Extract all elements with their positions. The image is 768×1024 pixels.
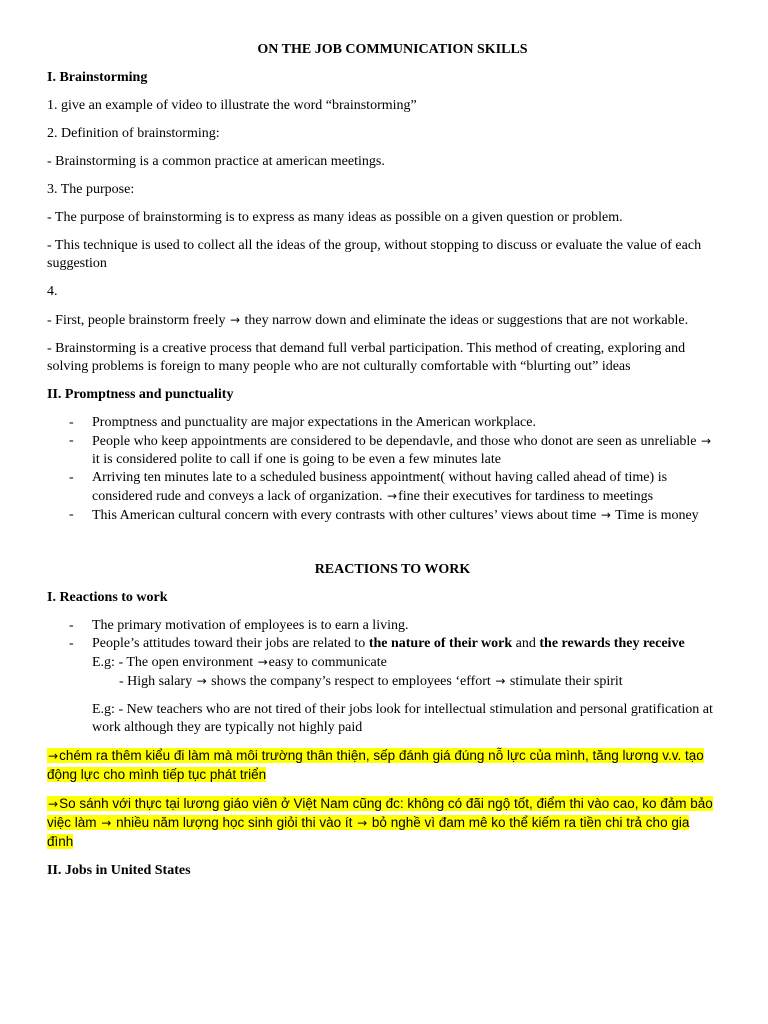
text-run: stimulate their spirit	[506, 674, 623, 689]
section-heading-reactions: I. Reactions to work	[47, 590, 168, 605]
text-run: it is considered polite to call if one is going to be even a few minutes late	[92, 452, 502, 467]
text-run: So sánh với thực tại lương giáo viên ở Việt Nam cũng đc: không có đãi ngộ tốt, điểm thi vào cao, ko đảm bảo việc làm	[47, 796, 713, 830]
paragraph: - Brainstorming is a common practice at american meetings.	[47, 154, 385, 169]
bullet-list	[47, 414, 718, 525]
bold-text: the rewards they receive	[539, 636, 685, 651]
bullet-list	[47, 617, 718, 653]
arrow-icon: →	[48, 797, 59, 811]
list-item	[47, 506, 718, 525]
text-run: This American cultural concern with every contrasts with other cultures’ views about time	[92, 508, 600, 523]
text-run: easy to communicate	[268, 655, 387, 670]
paragraph: 4.	[47, 284, 58, 299]
text-run: - High salary	[119, 674, 196, 689]
text-run: E.g: - The open environment	[92, 655, 257, 670]
example-line	[47, 653, 718, 672]
text-run: shows the company’s respect to employees ‘effort	[207, 674, 495, 689]
paragraph: 1. give an example of video to illustrate the word “brainstorming”	[47, 98, 417, 113]
list-item: - Promptness and punctuality are major expectations in the American workplace.	[47, 414, 718, 432]
arrow-icon: →	[101, 816, 112, 830]
section-heading-brainstorming: I. Brainstorming	[47, 70, 148, 85]
paragraph	[47, 311, 718, 330]
bold-text: the nature of their work	[368, 636, 513, 651]
highlighted-note	[47, 747, 718, 785]
arrow-icon: →	[495, 674, 506, 688]
paragraph: - Brainstorming is a creative process that demand full verbal participation. This method of creating, exploring and solving problems is foreign to many people who are not culturally comfortable with “blurting out” ideas	[47, 341, 686, 374]
paragraph: - The purpose of brainstorming is to express as many ideas as possible on a given question or problem.	[47, 210, 623, 225]
list-item	[47, 469, 718, 506]
text-run: and	[512, 636, 540, 651]
text-run: - First, people brainstorm freely	[47, 313, 229, 328]
arrow-icon: →	[357, 816, 368, 830]
example-paragraph: E.g: - New teachers who are not tired of their jobs look for intellectual stimulation and personal gratification at work although they are typically not highly paid	[92, 702, 713, 735]
section-title-reactions: REACTIONS TO WORK	[314, 562, 471, 577]
paragraph: - This technique is used to collect all the ideas of the group, without stopping to discuss or evaluate the value of each suggestion	[47, 238, 702, 271]
arrow-icon: →	[387, 489, 398, 503]
text-run: they narrow down and eliminate the ideas or suggestions that are not workable.	[241, 313, 689, 328]
text-run: Time is money	[611, 508, 699, 523]
section-heading-promptness: II. Promptness and punctuality	[47, 387, 234, 402]
arrow-icon: →	[701, 434, 712, 448]
arrow-icon: →	[196, 674, 207, 688]
example-line	[47, 672, 718, 691]
arrow-icon: →	[600, 508, 611, 522]
text-run: chém ra thêm kiểu đi làm mà môi trường thân thiện, sếp đánh giá đúng nỗ lực của mình, tăng lương v.v. tạo động lực cho mình tiếp tục phát triển	[47, 748, 704, 782]
section-heading-jobs: II. Jobs in United States	[47, 863, 191, 878]
list-item	[47, 432, 718, 469]
arrow-icon: →	[229, 313, 241, 327]
text-run: fine their executives for tardiness to meetings	[398, 489, 654, 504]
text-run: nhiều năm lượng học sinh giỏi thi vào ít	[112, 815, 357, 830]
highlighted-text	[47, 796, 713, 849]
list-item: - The primary motivation of employees is to earn a living.	[47, 617, 718, 635]
text-run: Arriving ten minutes late to a scheduled business appointment( without having called ahead of time) is considered rude and conveys a lack of organization.	[92, 470, 668, 504]
document-title: ON THE JOB COMMUNICATION SKILLS	[257, 42, 528, 57]
paragraph: 2. Definition of brainstorming:	[47, 126, 220, 141]
arrow-icon: →	[257, 655, 268, 669]
text-run: bỏ nghề vì đam mê ko thể kiếm ra tiền chi trả cho gia đình	[47, 815, 690, 849]
arrow-icon: →	[48, 749, 59, 763]
highlighted-text	[47, 748, 704, 782]
text-run: People’s attitudes toward their jobs are related to	[92, 636, 369, 651]
paragraph: 3. The purpose:	[47, 182, 135, 197]
spacer	[47, 535, 718, 561]
highlighted-note	[47, 795, 718, 852]
list-item	[47, 635, 718, 653]
text-run: People who keep appointments are considered to be dependavle, and those who donot are seen as unreliable	[92, 434, 701, 449]
